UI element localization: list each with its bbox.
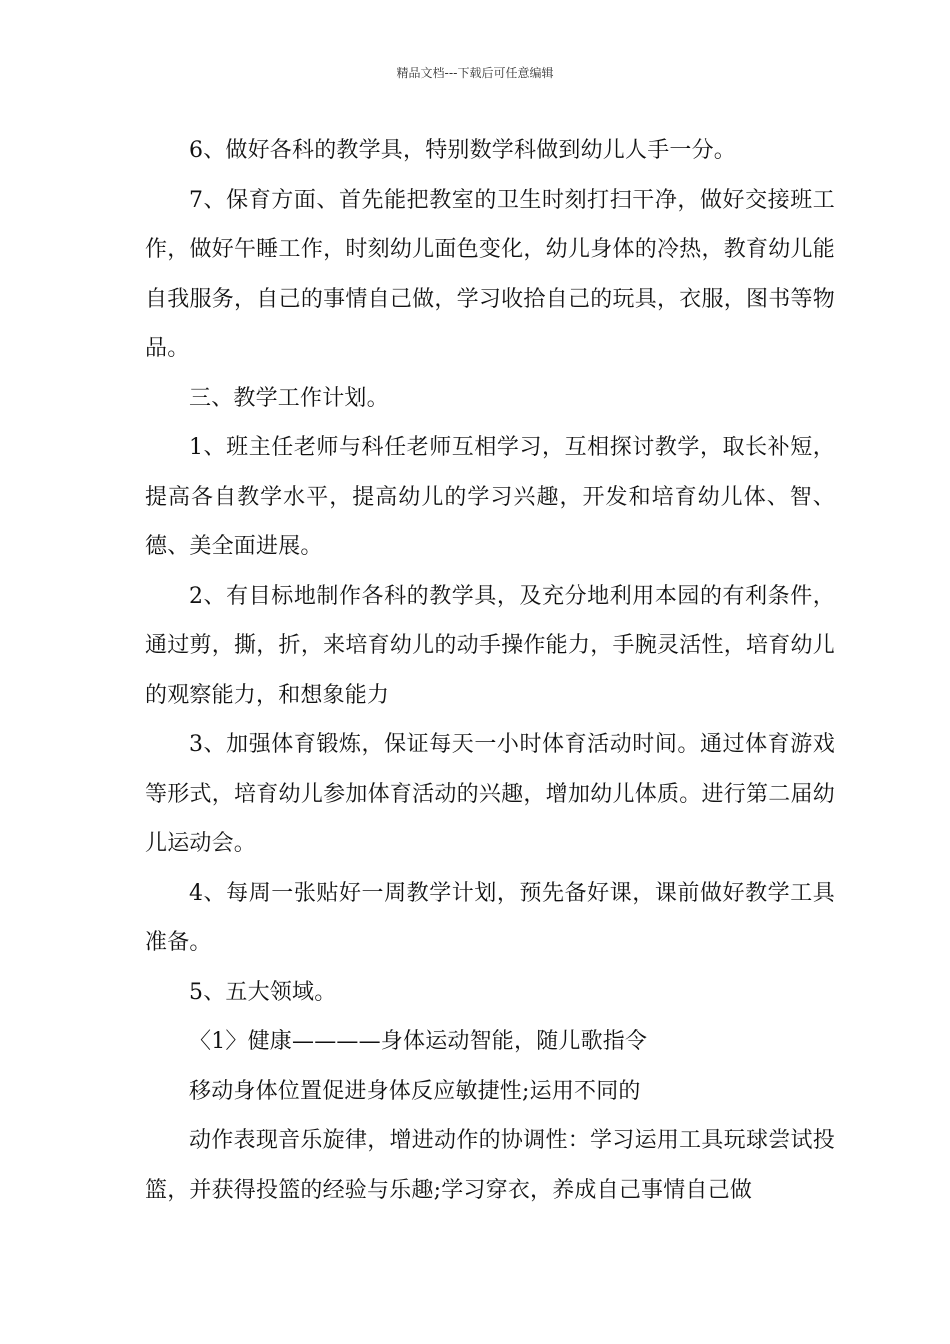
section-heading-teaching-plan: 三、教学工作计划。 xyxy=(189,385,389,411)
paragraph-health-heading: 〈1〉健康————身体运动智能，随儿歌指令 xyxy=(189,1029,648,1054)
paragraph-item-1: 1、班主任老师与科任老师互相学习，互相探讨教学，取长补短，提高各自教学水平，提高幼儿的学习兴趣，开发和培育幼儿体、智、德、美全面进展。 xyxy=(145,435,835,559)
paragraph-health-line-2: 移动身体位置促进身体反应敏捷性;运用不同的 xyxy=(189,1078,641,1104)
paragraph-health-line-3: 动作表现音乐旋律，增进动作的协调性：学习运用工具玩球尝试投篮，并获得投篮的经验与乐趣;学习穿衣，养成自己事情自己做 xyxy=(145,1128,835,1203)
paragraph-item-5: 5、五大领域。 xyxy=(189,979,337,1005)
paragraph-item-3: 3、加强体育锻炼，保证每天一小时体育活动时间。通过体育游戏等形式，培育幼儿参加体育活动的兴趣，增加幼儿体质。进行第二届幼儿运动会。 xyxy=(145,732,835,856)
paragraph-item-6: 6、做好各科的教学具，特别数学科做到幼儿人手一分。 xyxy=(189,138,736,163)
page-header: 精品文档---下载后可任意编辑 xyxy=(396,66,554,80)
paragraph-item-7-childcare: 7、保育方面、首先能把教室的卫生时刻打扫干净，做好交接班工作，做好午睡工作，时刻幼儿面色变化，幼儿身体的冷热，教育幼儿能自我服务，自己的事情自己做，学习收拾自己的玩具，衣服，图书等物品。 xyxy=(145,187,835,361)
paragraph-item-4: 4、每周一张贴好一周教学计划，预先备好课，课前做好教学工具准备。 xyxy=(145,880,835,955)
paragraph-item-2: 2、有目标地制作各科的教学具，及充分地利用本园的有利条件，通过剪，撕，折，来培育幼儿的动手操作能力，手腕灵活性，培育幼儿的观察能力，和想象能力 xyxy=(145,583,835,708)
document-body xyxy=(145,126,835,1215)
